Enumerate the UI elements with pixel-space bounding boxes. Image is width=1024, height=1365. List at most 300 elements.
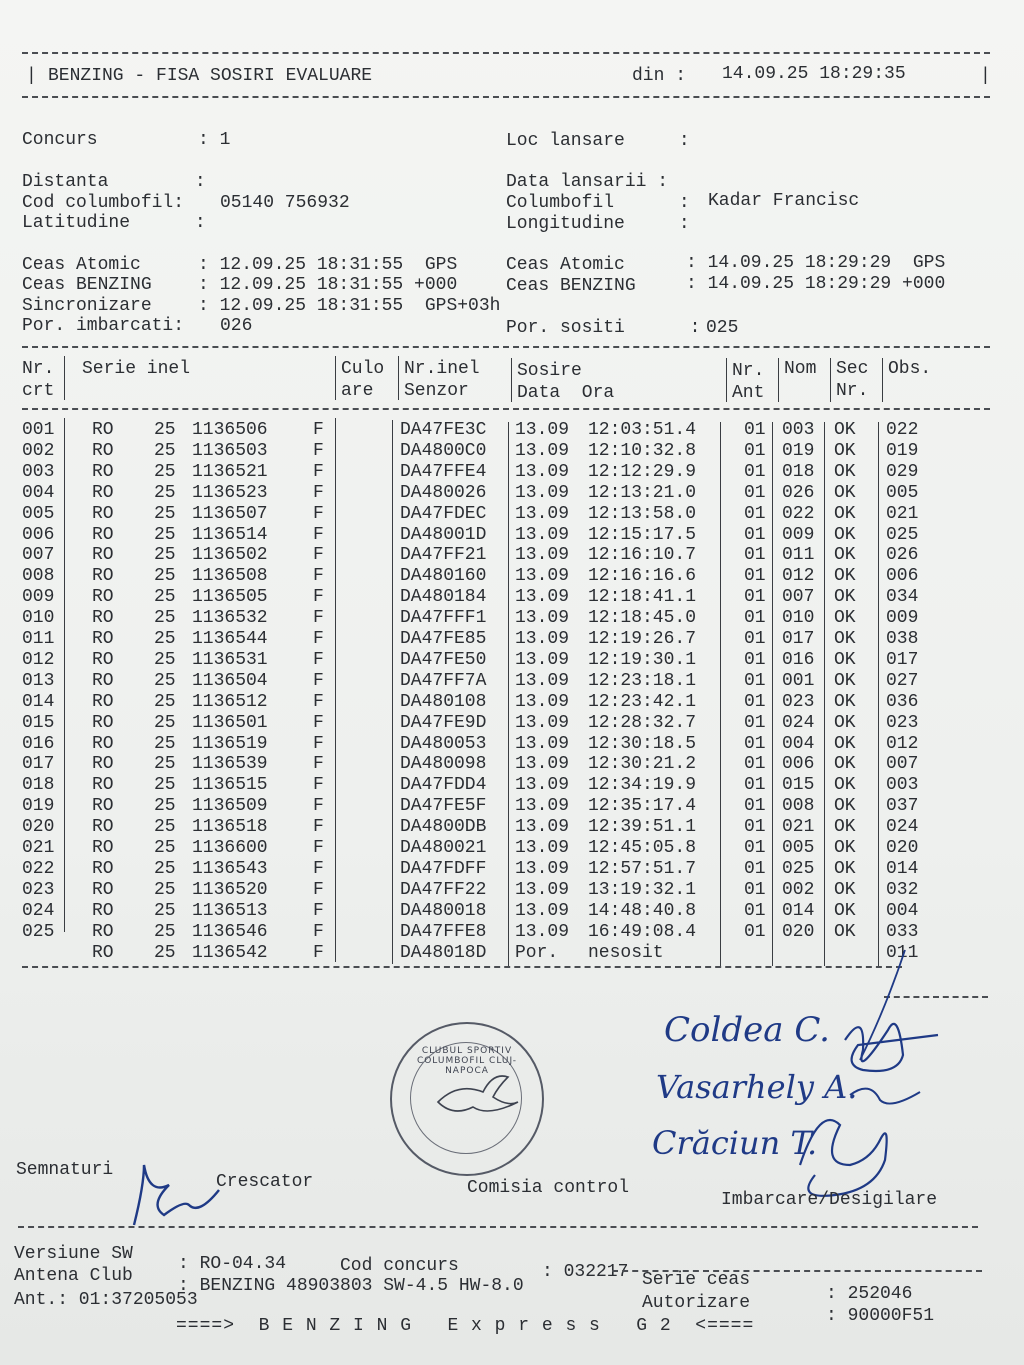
cell-ring: 1136503	[192, 440, 268, 461]
cell-nom: 025	[782, 858, 815, 879]
cell-senzor: DA480018	[400, 900, 487, 921]
concurs-label: Concurs	[22, 130, 98, 150]
cell-sec: OK	[834, 587, 856, 608]
cell-data: 13.09	[515, 420, 570, 440]
ceas-benzing-right-label: Ceas BENZING	[506, 276, 636, 296]
cell-country: RO	[92, 754, 114, 775]
cell-senzor: DA47FFF1	[400, 608, 487, 629]
cell-nom: 016	[782, 649, 815, 670]
cell-obs: 005	[886, 482, 919, 503]
col-nom-header: Nom	[784, 359, 817, 379]
cell-data: 13.09	[515, 838, 570, 858]
cell-nr: 012	[22, 649, 55, 670]
club-stamp	[390, 1022, 544, 1176]
cell-ring: 1136501	[192, 712, 268, 733]
benzing-express-banner: ====> B E N Z I N G E x p r e s s G 2 <====	[176, 1316, 755, 1336]
cell-sec: OK	[834, 670, 856, 691]
cell-senzor: DA48018D	[400, 942, 487, 963]
cell-year: 25	[154, 796, 176, 817]
cell-nom: 023	[782, 691, 815, 712]
cell-sex: F	[313, 817, 324, 838]
cell-obs: 024	[886, 817, 919, 838]
col-serie-inel-header: Serie inel	[82, 359, 191, 379]
cell-ring: 1136505	[192, 587, 268, 608]
cell-ant: 01	[744, 566, 766, 587]
cell-obs: 021	[886, 503, 919, 524]
cell-ant: 01	[744, 733, 766, 754]
cell-ant: 01	[744, 482, 766, 503]
cell-senzor: DA480184	[400, 587, 487, 608]
cod-concurs-value: : 032217	[542, 1262, 629, 1282]
ceas-atomic-right-value: : 14.09.25 18:29:29 GPS	[686, 253, 946, 273]
cell-sec: OK	[834, 691, 856, 712]
cell-country: RO	[92, 420, 114, 440]
cell-nr: 024	[22, 900, 55, 921]
cell-obs: 014	[886, 858, 919, 879]
cell-sex: F	[313, 858, 324, 879]
cell-nom: 019	[782, 440, 815, 461]
cell-ora: 14:48:40.8	[588, 900, 697, 921]
cell-year: 25	[154, 733, 176, 754]
cell-nom: 020	[782, 921, 815, 942]
cell-ant: 01	[744, 461, 766, 482]
cell-senzor: DA47FE50	[400, 649, 487, 670]
cell-sec: OK	[834, 608, 856, 629]
cell-country: RO	[92, 921, 114, 942]
cell-year: 25	[154, 879, 176, 900]
cell-sex: F	[313, 503, 324, 524]
cell-country: RO	[92, 524, 114, 545]
cell-nom: 007	[782, 587, 815, 608]
cell-senzor: DA47FFE4	[400, 461, 487, 482]
concurs-value: : 1	[198, 130, 231, 150]
cell-ora: 12:30:18.5	[588, 733, 697, 754]
cell-data: 13.09	[515, 649, 570, 670]
cell-senzor: DA480098	[400, 754, 487, 775]
cell-nr: 023	[22, 879, 55, 900]
cell-ant: 01	[744, 629, 766, 649]
cell-senzor: DA47FE3C	[400, 420, 487, 440]
cell-ora: 12:15:17.5	[588, 524, 697, 545]
cell-sex: F	[313, 440, 324, 461]
cell-country: RO	[92, 733, 114, 754]
cell-ring: 1136520	[192, 879, 268, 900]
cell-obs: 027	[886, 670, 919, 691]
cell-ant: 01	[744, 858, 766, 879]
cell-nr: 006	[22, 524, 55, 545]
cell-year: 25	[154, 691, 176, 712]
cell-year: 25	[154, 524, 176, 545]
cell-data: 13.09	[515, 503, 570, 524]
columbofil-value: Kadar Francisc	[708, 191, 860, 211]
cell-ora: 12:39:51.1	[588, 817, 697, 838]
cell-year: 25	[154, 503, 176, 524]
cell-country: RO	[92, 503, 114, 524]
col-nr-crt-header: Nr. crt	[22, 359, 55, 401]
cell-obs: 004	[886, 900, 919, 921]
cell-nom: 015	[782, 775, 815, 796]
cell-nr: 015	[22, 712, 55, 733]
cell-sex: F	[313, 838, 324, 858]
cell-ring: 1136531	[192, 649, 268, 670]
cell-ring: 1136514	[192, 524, 268, 545]
cell-obs: 025	[886, 524, 919, 545]
longitudine-label: Longitudine :	[506, 214, 690, 234]
handwritten-name-2: Vasarhely A.	[656, 1068, 858, 1106]
ceas-benzing-right-value: : 14.09.25 18:29:29 +000	[686, 274, 946, 294]
cell-country: RO	[92, 838, 114, 858]
cell-sex: F	[313, 629, 324, 649]
cell-data: 13.09	[515, 670, 570, 691]
cell-ring: 1136509	[192, 796, 268, 817]
cell-ant: 01	[744, 649, 766, 670]
cell-senzor: DA480021	[400, 838, 487, 858]
cell-ant: 01	[744, 879, 766, 900]
cell-sex: F	[313, 900, 324, 921]
cell-year: 25	[154, 461, 176, 482]
cell-ring: 1136513	[192, 900, 268, 921]
handwritten-name-1: Coldea C.	[664, 1010, 830, 1050]
cell-obs: 034	[886, 587, 919, 608]
cell-ant: 01	[744, 670, 766, 691]
col-nr-ant-header: Nr. Ant	[732, 361, 765, 403]
cell-nom: 011	[782, 545, 815, 566]
cell-ora: 12:13:21.0	[588, 482, 697, 503]
cell-nom: 009	[782, 524, 815, 545]
cell-senzor: DA480026	[400, 482, 487, 503]
report-date: 14.09.25 18:29:35	[722, 64, 906, 84]
cell-senzor: DA47FDD4	[400, 775, 487, 796]
col-nr-inel-senzor-header: Nr.inel Senzor	[404, 359, 480, 401]
cell-sec: OK	[834, 900, 856, 921]
cell-senzor: DA47FF21	[400, 545, 487, 566]
cell-ora: 16:49:08.4	[588, 921, 697, 942]
antena-club-label: Antena Club	[14, 1266, 133, 1286]
col-obs-header: Obs.	[888, 359, 932, 379]
cell-sec: OK	[834, 566, 856, 587]
cell-ant: 01	[744, 545, 766, 566]
cell-country: RO	[92, 545, 114, 566]
cell-ring: 1136508	[192, 566, 268, 587]
cell-obs: 032	[886, 879, 919, 900]
cell-country: RO	[92, 712, 114, 733]
cell-ant: 01	[744, 817, 766, 838]
cell-year: 25	[154, 838, 176, 858]
cell-sex: F	[313, 796, 324, 817]
cell-sec: OK	[834, 858, 856, 879]
cell-sec: OK	[834, 817, 856, 838]
ceas-benzing-left-value: : 12.09.25 18:31:55 +000	[198, 275, 458, 295]
cell-country: RO	[92, 587, 114, 608]
crescator-label: Crescator	[216, 1172, 314, 1192]
sincronizare-value: : 12.09.25 18:31:55 GPS+03h	[198, 296, 501, 316]
cell-senzor: DA47FDFF	[400, 858, 487, 879]
col-sec-nr-header: Sec Nr.	[836, 359, 869, 401]
cell-senzor: DA4800DB	[400, 817, 487, 838]
handwritten-name-3: Crăciun T.	[652, 1124, 818, 1162]
serie-ceas-label: Serie ceas	[642, 1270, 751, 1290]
cell-data: 13.09	[515, 900, 570, 921]
cell-country: RO	[92, 775, 114, 796]
cell-ring: 1136519	[192, 733, 268, 754]
cell-ant: 01	[744, 775, 766, 796]
sincronizare-label: Sincronizare	[22, 296, 152, 316]
cell-ring: 1136546	[192, 921, 268, 942]
cell-nr: 025	[22, 921, 55, 942]
cell-sec: OK	[834, 921, 856, 942]
cell-sec: OK	[834, 482, 856, 503]
cell-country: RO	[92, 879, 114, 900]
cell-sec: OK	[834, 754, 856, 775]
cell-obs: 037	[886, 796, 919, 817]
ceas-atomic-right-label: Ceas Atomic	[506, 255, 625, 275]
cell-nom: 012	[782, 566, 815, 587]
cell-ant: 01	[744, 420, 766, 440]
cell-senzor: DA47FF7A	[400, 670, 487, 691]
cell-nr: 010	[22, 608, 55, 629]
cell-sec: OK	[834, 838, 856, 858]
cell-nom: 005	[782, 838, 815, 858]
cell-obs: 006	[886, 566, 919, 587]
cell-year: 25	[154, 817, 176, 838]
cell-ring: 1136542	[192, 942, 268, 963]
cell-sec: OK	[834, 629, 856, 649]
cell-data: 13.09	[515, 482, 570, 503]
cell-sex: F	[313, 670, 324, 691]
cell-nr: 019	[22, 796, 55, 817]
cell-obs: 022	[886, 420, 919, 440]
cell-sex: F	[313, 775, 324, 796]
cell-ant: 01	[744, 503, 766, 524]
cell-ora: 12:35:17.4	[588, 796, 697, 817]
cell-data: 13.09	[515, 775, 570, 796]
cell-ring: 1136502	[192, 545, 268, 566]
cell-nr: 002	[22, 440, 55, 461]
cod-columbofil-label: Cod columbofil:	[22, 193, 185, 213]
cell-obs: 009	[886, 608, 919, 629]
cell-ring: 1136521	[192, 461, 268, 482]
cell-data: 13.09	[515, 879, 570, 900]
cell-nr: 013	[22, 670, 55, 691]
cell-ora: 12:28:32.7	[588, 712, 697, 733]
cell-nom: 004	[782, 733, 815, 754]
cell-nr: 016	[22, 733, 55, 754]
cell-ora: 12:18:45.0	[588, 608, 697, 629]
breeder-signature	[134, 1165, 219, 1225]
data-lansarii-label: Data lansarii :	[506, 172, 669, 192]
report-title: BENZING - FISA SOSIRI EVALUARE	[48, 66, 373, 86]
cell-senzor: DA480108	[400, 691, 487, 712]
columbofil-label: Columbofil :	[506, 193, 690, 213]
cell-country: RO	[92, 440, 114, 461]
cell-country: RO	[92, 691, 114, 712]
cell-nr: 018	[22, 775, 55, 796]
cell-ant: 01	[744, 440, 766, 461]
cell-nom: 006	[782, 754, 815, 775]
cell-sex: F	[313, 754, 324, 775]
versiune-sw-label: Versiune SW	[14, 1244, 133, 1264]
cell-ring: 1136532	[192, 608, 268, 629]
cell-nom: 003	[782, 420, 815, 440]
cell-obs: 020	[886, 838, 919, 858]
ceas-atomic-left-label: Ceas Atomic	[22, 255, 141, 275]
cell-data: 13.09	[515, 440, 570, 461]
cell-data: 13.09	[515, 566, 570, 587]
cell-sec: OK	[834, 524, 856, 545]
cod-concurs-label: Cod concurs	[340, 1256, 459, 1276]
cell-ora: 13:19:32.1	[588, 879, 697, 900]
autorizare-label: Autorizare	[642, 1293, 751, 1313]
cell-data: 13.09	[515, 921, 570, 942]
cell-sex: F	[313, 608, 324, 629]
cell-year: 25	[154, 587, 176, 608]
cod-columbofil-value: 05140 756932	[220, 193, 350, 213]
cell-ring: 1136507	[192, 503, 268, 524]
cell-nr: 022	[22, 858, 55, 879]
cell-data: 13.09	[515, 629, 570, 649]
cell-ora: 12:03:51.4	[588, 420, 697, 440]
cell-sex: F	[313, 524, 324, 545]
cell-senzor: DA47FFE8	[400, 921, 487, 942]
cell-ora: 12:23:18.1	[588, 670, 697, 691]
cell-senzor: DA47FDEC	[400, 503, 487, 524]
imbarcare-desigilare-label: Imbarcare/Desigilare	[721, 1190, 938, 1210]
cell-ora: 12:16:16.6	[588, 566, 697, 587]
stamp-text: CLUBUL SPORTIV COLUMBOFIL CLUJ-NAPOCA	[416, 1046, 518, 1076]
cell-data: 13.09	[515, 524, 570, 545]
cell-data: 13.09	[515, 712, 570, 733]
cell-year: 25	[154, 921, 176, 942]
cell-sex: F	[313, 649, 324, 670]
cell-nom: 021	[782, 817, 815, 838]
cell-ring: 1136518	[192, 817, 268, 838]
title-bar-left: |	[26, 66, 48, 86]
cell-obs: 011	[886, 942, 919, 963]
cell-senzor: DA4800C0	[400, 440, 487, 461]
cell-country: RO	[92, 817, 114, 838]
cell-ora: 12:23:42.1	[588, 691, 697, 712]
cell-data: 13.09	[515, 691, 570, 712]
cell-country: RO	[92, 608, 114, 629]
cell-ora: 12:34:19.9	[588, 775, 697, 796]
cell-ring: 1136543	[192, 858, 268, 879]
cell-nom: 008	[782, 796, 815, 817]
cell-data: 13.09	[515, 587, 570, 608]
cell-ant: 01	[744, 796, 766, 817]
cell-ring: 1136544	[192, 629, 268, 649]
cell-senzor: DA48001D	[400, 524, 487, 545]
cell-obs: 023	[886, 712, 919, 733]
cell-country: RO	[92, 461, 114, 482]
cell-nom: 014	[782, 900, 815, 921]
antena-club-value: : BENZING 48903803 SW-4.5 HW-8.0	[178, 1276, 524, 1296]
cell-obs: 038	[886, 629, 919, 649]
cell-ant: 01	[744, 712, 766, 733]
cell-obs: 019	[886, 440, 919, 461]
cell-nom: 010	[782, 608, 815, 629]
cell-year: 25	[154, 712, 176, 733]
cell-year: 25	[154, 649, 176, 670]
cell-sex: F	[313, 420, 324, 440]
cell-obs: 012	[886, 733, 919, 754]
cell-nom: 026	[782, 482, 815, 503]
por-sositi-label: Por. sositi :	[506, 318, 701, 338]
cell-sec: OK	[834, 503, 856, 524]
cell-year: 25	[154, 420, 176, 440]
latitudine-label: Latitudine :	[22, 213, 206, 233]
cell-nr: 021	[22, 838, 55, 858]
cell-sex: F	[313, 733, 324, 754]
cell-year: 25	[154, 754, 176, 775]
cell-sex: F	[313, 482, 324, 503]
cell-sex: F	[313, 879, 324, 900]
title-bar-right: |	[980, 66, 991, 86]
cell-ora: 12:45:05.8	[588, 838, 697, 858]
cell-nr: 014	[22, 691, 55, 712]
cell-country: RO	[92, 796, 114, 817]
cell-nr: 007	[22, 545, 55, 566]
cell-ant: 01	[744, 754, 766, 775]
cell-sex: F	[313, 566, 324, 587]
cell-ant: 01	[744, 921, 766, 942]
cell-country: RO	[92, 900, 114, 921]
cell-nr: 003	[22, 461, 55, 482]
cell-obs: 029	[886, 461, 919, 482]
cell-nom: 001	[782, 670, 815, 691]
cell-data: Por.	[515, 942, 559, 963]
por-sositi-value: 025	[706, 318, 739, 338]
cell-nr: 004	[22, 482, 55, 503]
cell-sec: OK	[834, 775, 856, 796]
cell-data: 13.09	[515, 858, 570, 879]
cell-ora: 12:10:32.8	[588, 440, 697, 461]
cell-ant: 01	[744, 524, 766, 545]
cell-obs: 007	[886, 754, 919, 775]
cell-ring: 1136515	[192, 775, 268, 796]
semnaturi-label: Semnaturi	[16, 1160, 114, 1180]
cell-year: 25	[154, 608, 176, 629]
cell-year: 25	[154, 942, 176, 963]
cell-data: 13.09	[515, 545, 570, 566]
cell-data: 13.09	[515, 817, 570, 838]
cell-data: 13.09	[515, 754, 570, 775]
comisia-control-label: Comisia control	[467, 1178, 630, 1198]
cell-sex: F	[313, 942, 324, 963]
cell-year: 25	[154, 858, 176, 879]
cell-senzor: DA47FE5F	[400, 796, 487, 817]
cell-ora: 12:30:21.2	[588, 754, 697, 775]
cell-sec: OK	[834, 420, 856, 440]
cell-ora: 12:19:26.7	[588, 629, 697, 649]
por-imbarcati-label: Por. imbarcati:	[22, 316, 185, 336]
cell-country: RO	[92, 858, 114, 879]
cell-ora: 12:57:51.7	[588, 858, 697, 879]
cell-ring: 1136539	[192, 754, 268, 775]
ant-id: Ant.: 01:37205053	[14, 1290, 198, 1310]
cell-senzor: DA47FE85	[400, 629, 487, 649]
versiune-sw-value: : RO-04.34	[178, 1254, 287, 1274]
cell-ant: 01	[744, 900, 766, 921]
cell-ora: 12:16:10.7	[588, 545, 697, 566]
cell-ring: 1136600	[192, 838, 268, 858]
cell-data: 13.09	[515, 733, 570, 754]
cell-senzor: DA47FE9D	[400, 712, 487, 733]
cell-year: 25	[154, 566, 176, 587]
ceas-atomic-left-value: : 12.09.25 18:31:55 GPS	[198, 255, 458, 275]
cell-sex: F	[313, 461, 324, 482]
cell-year: 25	[154, 670, 176, 691]
cell-nr: 001	[22, 420, 55, 440]
